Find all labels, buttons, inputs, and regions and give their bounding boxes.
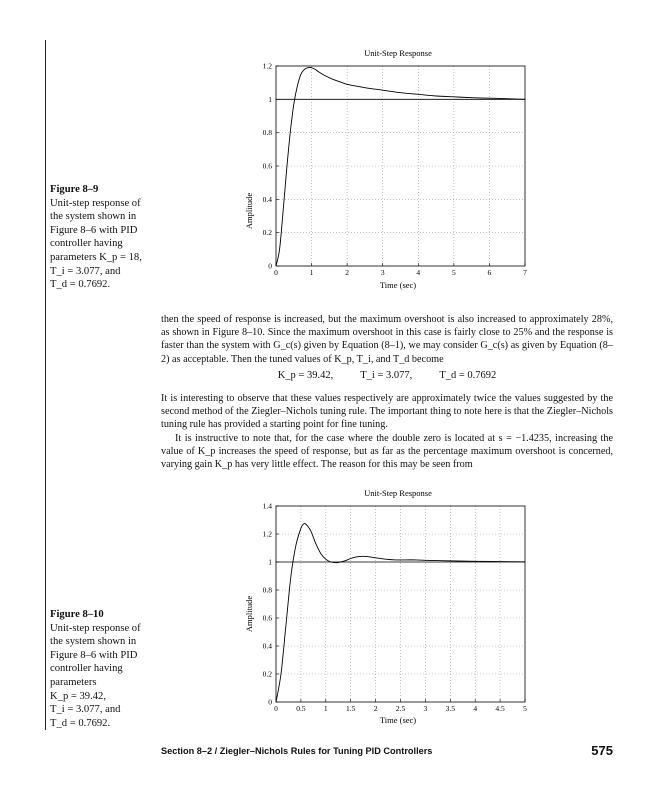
x-tick-label: 5 (523, 704, 527, 713)
figure-8-10-caption (50, 608, 162, 730)
axes-frame (276, 66, 525, 266)
caption-line: the system shown in (50, 636, 137, 648)
caption-line: controller having (50, 238, 123, 250)
x-tick-label: 4 (473, 704, 478, 713)
paragraph-1-text: then the speed of response is increased, but the maximum overshoot is also increased to approximately 28%, as shown in Figure 8–10. Since the maximum overshoot in this case is fairly close to 25% and the response is faster than the system with G_c(s) given by Equation (8–1), we may consider G_c(s) as given by Equation (8–2) as acceptable. Then the tuned values of K_p, T_i, and T_d become (161, 314, 613, 365)
y-tick-label: 0.8 (262, 585, 272, 595)
x-tick-label: 0 (274, 268, 278, 277)
y-axis-label: Amplitude (244, 595, 254, 633)
y-tick-label: 1 (268, 557, 272, 567)
paragraph-2 (161, 392, 613, 471)
eq-td: T_d = 0.7692 (439, 370, 497, 381)
caption-line: T_i = 3.077, and (50, 265, 121, 277)
paragraph-2-text: It is interesting to observe that these values respectively are approximately twice the values suggested by the second method of the Ziegler–Nichols tuning rule. The important thing to note here is that the Ziegler–Nichols tuning rule has provided a starting point for fine tuning. (161, 393, 613, 431)
x-tick-label: 7 (523, 268, 527, 277)
response-curve (276, 523, 525, 702)
plot-area (263, 62, 528, 278)
y-tick-label: 0.4 (262, 194, 272, 204)
x-tick-label: 1.5 (346, 704, 356, 713)
x-axis-label: Time (sec) (379, 280, 417, 290)
y-tick-label: 1 (268, 94, 272, 104)
figure-label: Figure 8–9 (50, 184, 99, 195)
chart-title: Unit-Step Response (364, 488, 432, 498)
caption-line: controller having (50, 663, 123, 675)
caption-line: Figure 8–6 with PID (50, 224, 138, 236)
unit-step-response-chart-1 (235, 46, 545, 296)
page-footer (161, 743, 613, 758)
chart-title: Unit-Step Response (364, 48, 432, 58)
caption-line: parameters (50, 676, 97, 688)
x-tick-label: 3 (380, 268, 385, 277)
caption-line: K_p = 39.42, (50, 690, 106, 702)
y-tick-label: 1.2 (262, 529, 272, 539)
figure-label: Figure 8–10 (50, 609, 104, 620)
paragraph-3-text: It is instructive to note that, for the case where the double zero is located at s = −1.4235, increasing the value of K_p increases the speed of response, but as far as the percentage maximum overshoot is concerned, varying gain K_p has very little effect. The reason for this may be seen from (161, 432, 613, 471)
chart-svg (235, 486, 545, 731)
x-tick-label: 4 (416, 268, 421, 277)
caption-line: Figure 8–6 with PID (50, 649, 138, 661)
eq-kp: K_p = 39.42, (277, 370, 334, 381)
caption-line: the system shown in (50, 211, 137, 223)
x-tick-label: 3.5 (445, 704, 455, 713)
y-tick-label: 0.8 (262, 128, 272, 138)
x-tick-label: 1 (309, 268, 314, 277)
y-tick-label: 0.2 (262, 669, 272, 679)
x-tick-label: 3 (423, 704, 428, 713)
x-tick-label: 5 (451, 268, 456, 277)
x-tick-label: 0 (274, 704, 278, 713)
caption-line: T_d = 0.7692. (50, 279, 111, 291)
y-axis-label: Amplitude (244, 192, 254, 230)
y-tick-label: 0.4 (262, 641, 272, 651)
unit-step-response-chart-2 (235, 486, 545, 731)
margin-rule (45, 40, 46, 730)
plot-area (263, 502, 528, 714)
eq-ti: T_i = 3.077, (360, 370, 413, 381)
caption-line: T_i = 3.077, and (50, 704, 121, 716)
figure-8-9-caption (50, 183, 162, 292)
y-tick-label: 1.4 (262, 501, 272, 511)
page-number: 575 (591, 743, 613, 758)
x-tick-label: 6 (487, 268, 492, 277)
y-tick-label: 0 (268, 261, 272, 271)
axes-frame (276, 506, 525, 702)
caption-line: T_d = 0.7692. (50, 717, 111, 729)
tuned-values-equation (161, 370, 613, 381)
footer-section: Section 8–2 / Ziegler–Nichols Rules for Tuning PID Controllers (161, 746, 433, 756)
x-tick-label: 4.5 (495, 704, 505, 713)
x-tick-label: 2 (345, 268, 350, 277)
caption-line: parameters K_p = 18, (50, 251, 142, 263)
y-tick-label: 1.2 (262, 61, 272, 71)
caption-line: Unit-step response of (50, 622, 141, 634)
chart-svg (235, 46, 545, 296)
y-tick-label: 0.2 (262, 228, 272, 238)
x-axis-label: Time (sec) (379, 715, 417, 725)
x-tick-label: 1 (323, 704, 328, 713)
paragraph-1 (161, 313, 613, 366)
y-tick-label: 0 (268, 697, 272, 707)
y-tick-label: 0.6 (262, 161, 272, 171)
x-tick-label: 2.5 (395, 704, 406, 713)
caption-line: Unit-step response of (50, 197, 141, 209)
y-tick-label: 0.6 (262, 613, 272, 623)
response-curve (276, 67, 525, 266)
x-tick-label: 2 (373, 704, 378, 713)
x-tick-label: 0.5 (296, 704, 306, 713)
